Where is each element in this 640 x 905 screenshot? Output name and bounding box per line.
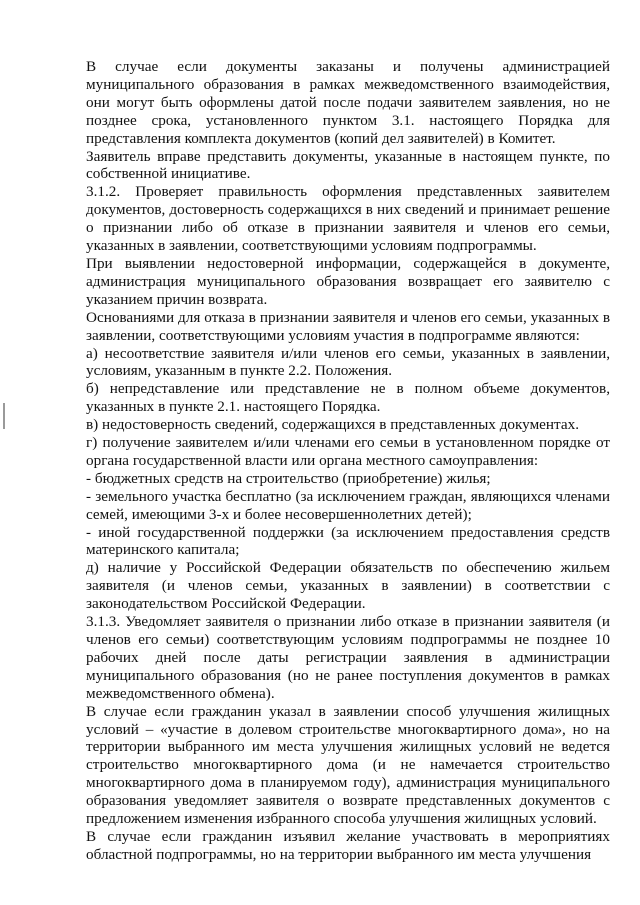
list-item: - бюджетных средств на строительство (приобретение) жилья; [86,469,491,487]
list-item: г) получение заявителем и/или членами его семьи в установленном порядке от органа государственной власти или органа местного самоуправления: [86,434,610,469]
paragraph: В случае если гражданин указал в заявлении способ улучшения жилищных условий – «участие в долевом строительстве многоквартирного дома», но на территории выбранного им места улучшения жилищных условий не ведется строительство многоквартирного дома (и не намечается строительство многоквартирного дома в планируемом году), администрация муниципального образования уведомляет заявителя о возврате представленных документов с предложением изменения избранного способа улучшения жилищных условий. [86,702,610,828]
list-item: в) недостоверность сведений, содержащихся в представленных документах. [86,416,579,434]
list-item: - земельного участка бесплатно (за исключением граждан, являющихся членами семей, имеющими 3-х и более несовершеннолетних детей); [86,487,610,523]
paragraph: 3.1.3. Уведомляет заявителя о признании либо отказе в признании заявителя (и членов его семьи) соответствующим условиям подпрограммы не позднее 10 рабочих дней после даты регистрации заявления в администрации муниципального образования (но не ранее поступления документов в рамках межведомственного обмена). [86,613,610,702]
paragraph: В случае если документы заказаны и получены администрацией муниципального образования в рамках межведомственного взаимодействия, они могут быть оформлены датой после подачи заявителем заявления, но не позднее срока, установленного пунктом 3.1. настоящего Порядка для представления комплекта документов (копий дел заявителей) в Комитет. [86,58,610,147]
paragraph: 3.1.2. Проверяет правильность оформления представленных заявителем документов, достоверность содержащихся в них сведений и принимает решение о признании либо об отказе в признании заявителя и членов его семьи, указанных в заявлении, соответствующими условиям подпрограммы. [86,183,610,255]
paragraph: Заявитель вправе представить документы, указанные в настоящем пункте, по собственной инициативе. [86,147,610,183]
paragraph: В случае если гражданин изъявил желание участвовать в мероприятиях областной подпрограммы, но на территории выбранного им места улучшения [86,827,610,863]
list-item: б) непредставление или представление не в полном объеме документов, указанных в пункте 2.1. настоящего Порядка. [86,380,610,416]
paragraph: Основаниями для отказа в признании заявителя и членов его семьи, указанных в заявлении, соответствующими условиям участия в подпрограмме являются: [86,308,610,344]
list-item: а) несоответствие заявителя и/или членов его семьи, указанных в заявлении, условиям, указанным в пункте 2.2. Положения. [86,344,610,380]
paragraph: При выявлении недостоверной информации, содержащейся в документе, администрация муниципального образования возвращает его заявителю с указанием причин возврата. [86,254,610,308]
list-item: - иной государственной поддержки (за исключением предоставления средств материнского капитала; [86,523,610,559]
list-item: д) наличие у Российской Федерации обязательств по обеспечению жильем заявителя (и членов семьи, указанных в заявлении) в соответствии с законодательством Российской Федерации. [86,559,610,613]
document-body [86,58,610,864]
scan-margin-mark [3,403,5,429]
